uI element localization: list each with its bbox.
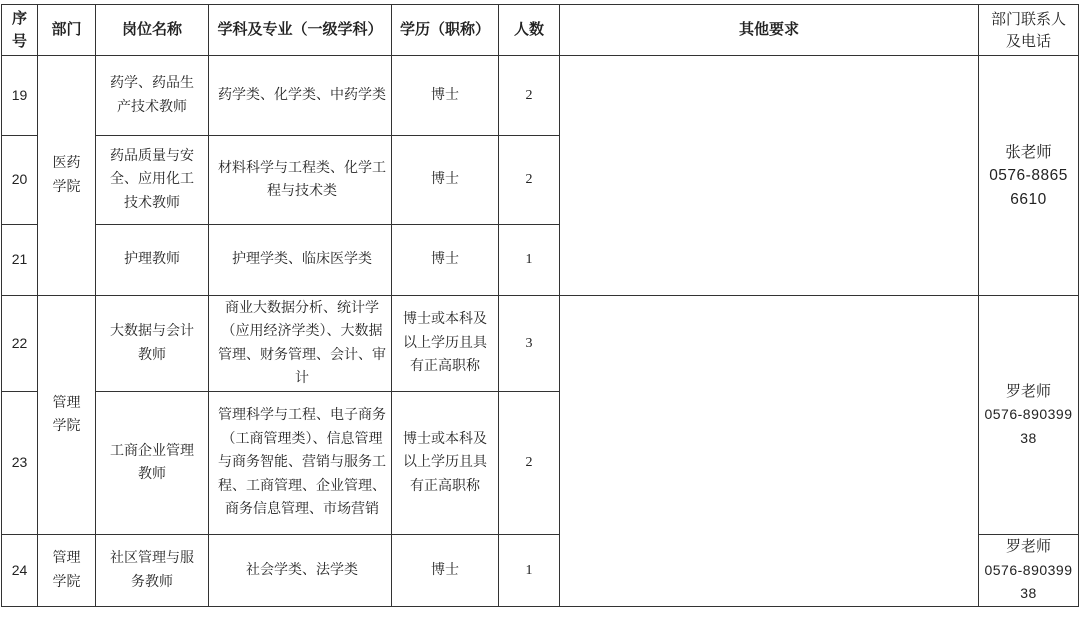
header-row (2, 5, 1079, 56)
header-other: 其他要求 (560, 5, 979, 56)
dept-cell: 管理学院 (38, 296, 96, 535)
position-cell: 社区管理与服务教师 (96, 535, 209, 607)
contact-phone: 0576-890399 (984, 561, 1073, 578)
contact-phone: 0576-8865 (989, 166, 1068, 184)
table-row (2, 56, 1079, 136)
degree-cell: 博士或本科及以上学历且具有正高职称 (392, 392, 499, 535)
dept-cell: 管理学院 (38, 535, 96, 607)
recruitment-table (1, 4, 1079, 607)
contact-cell (979, 296, 1079, 535)
position-cell: 工商企业管理教师 (96, 392, 209, 535)
row-seq: 23 (2, 392, 38, 535)
header-contact: 部门联系人及电话 (979, 5, 1079, 56)
table-row (2, 296, 1079, 392)
header-major: 学科及专业（一级学科） (209, 5, 392, 56)
major-cell: 材料科学与工程类、化学工程与技术类 (209, 136, 392, 225)
contact-phone: 6610 (1010, 190, 1047, 208)
degree-cell: 博士 (392, 535, 499, 607)
row-seq: 24 (2, 535, 38, 607)
position-cell: 药学、药品生产技术教师 (96, 56, 209, 136)
major-cell: 商业大数据分析、统计学（应用经济学类）、大数据管理、财务管理、会计、审计 (209, 296, 392, 392)
degree-cell: 博士 (392, 56, 499, 136)
header-dept: 部门 (38, 5, 96, 56)
major-cell: 药学类、化学类、中药学类 (209, 56, 392, 136)
header-degree: 学历（职称） (392, 5, 499, 56)
position-cell: 护理教师 (96, 225, 209, 296)
position-cell: 大数据与会计教师 (96, 296, 209, 392)
other-requirements-cell (560, 296, 979, 607)
count-cell: 2 (499, 136, 560, 225)
contact-phone: 38 (1020, 429, 1037, 446)
degree-cell: 博士 (392, 136, 499, 225)
contact-name: 罗老师 (1005, 381, 1051, 400)
degree-cell: 博士 (392, 225, 499, 296)
header-count: 人数 (499, 5, 560, 56)
contact-name: 张老师 (1005, 142, 1052, 161)
contact-name: 罗老师 (1005, 537, 1051, 556)
row-seq: 19 (2, 56, 38, 136)
count-cell: 3 (499, 296, 560, 392)
count-cell: 2 (499, 56, 560, 136)
major-cell: 社会学类、法学类 (209, 535, 392, 607)
header-seq: 序号 (2, 5, 38, 56)
count-cell: 2 (499, 392, 560, 535)
row-seq: 22 (2, 296, 38, 392)
major-cell: 管理科学与工程、电子商务（工商管理类）、信息管理与商务智能、营销与服务工程、工商管理、企业管理、商务信息管理、市场营销 (209, 392, 392, 535)
header-position: 岗位名称 (96, 5, 209, 56)
other-requirements-cell (560, 56, 979, 296)
row-seq: 21 (2, 225, 38, 296)
degree-cell: 博士或本科及以上学历且具有正高职称 (392, 296, 499, 392)
count-cell: 1 (499, 225, 560, 296)
contact-phone: 0576-890399 (984, 406, 1073, 423)
dept-cell: 医药学院 (38, 56, 96, 296)
contact-phone: 38 (1020, 585, 1037, 602)
row-seq: 20 (2, 136, 38, 225)
count-cell: 1 (499, 535, 560, 607)
major-cell: 护理学类、临床医学类 (209, 225, 392, 296)
contact-cell (979, 56, 1079, 296)
contact-cell (979, 535, 1079, 607)
position-cell: 药品质量与安全、应用化工技术教师 (96, 136, 209, 225)
